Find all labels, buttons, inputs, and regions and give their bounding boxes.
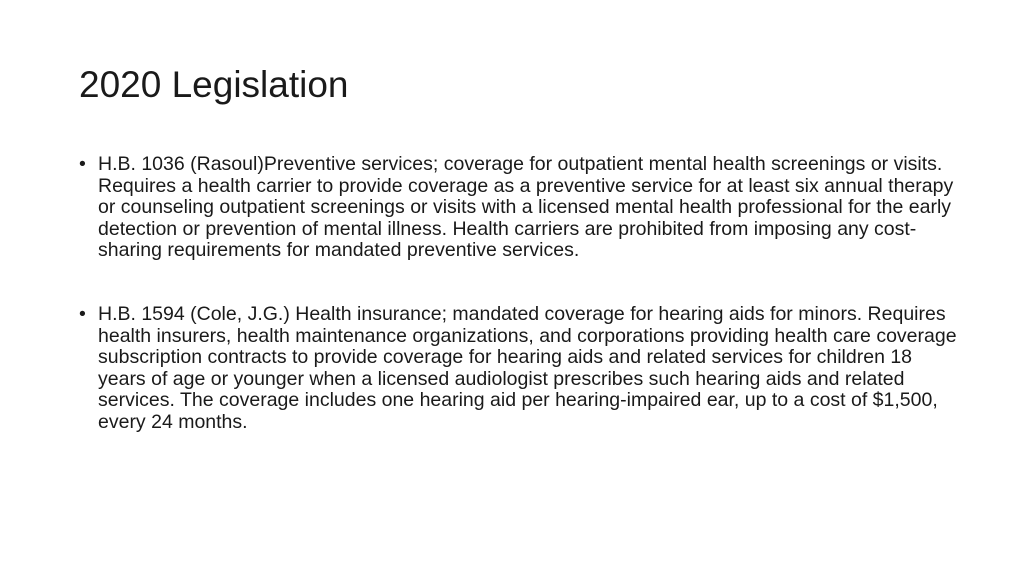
bullet-text: H.B. 1594 (Cole, J.G.) Health insurance; mandated coverage for hearing aids for minors. Requires health insurers, health maintenance organizations, and corporations providing health care coverage subscription contracts to provide coverage for hearing aids and related services for children 18 years of age or younger when a licensed audiologist prescribes such hearing aids and related services. The coverage includes one hearing aid per hearing-impaired ear, up to a cost of $1,500, every 24 months. <box>98 302 957 433</box>
bullet-text: H.B. 1036 (Rasoul)Preventive services; coverage for outpatient mental health screenings or visits. Requires a health carrier to provide coverage as a preventive service for at least six annual therapy or counseling outpatient screenings or visits with a licensed mental health professional for the early detection or prevention of mental illness. Health carriers are prohibited from imposing any cost-sharing requirements for mandated preventive services. <box>98 153 954 262</box>
bullet-icon: • <box>79 153 86 175</box>
bullet-list <box>79 154 959 434</box>
bullet-icon: • <box>79 302 86 325</box>
slide-title: 2020 Legislation <box>79 64 349 105</box>
bullet-item-hb-1594 <box>79 304 959 434</box>
bullet-item-hb-1036 <box>79 154 959 262</box>
